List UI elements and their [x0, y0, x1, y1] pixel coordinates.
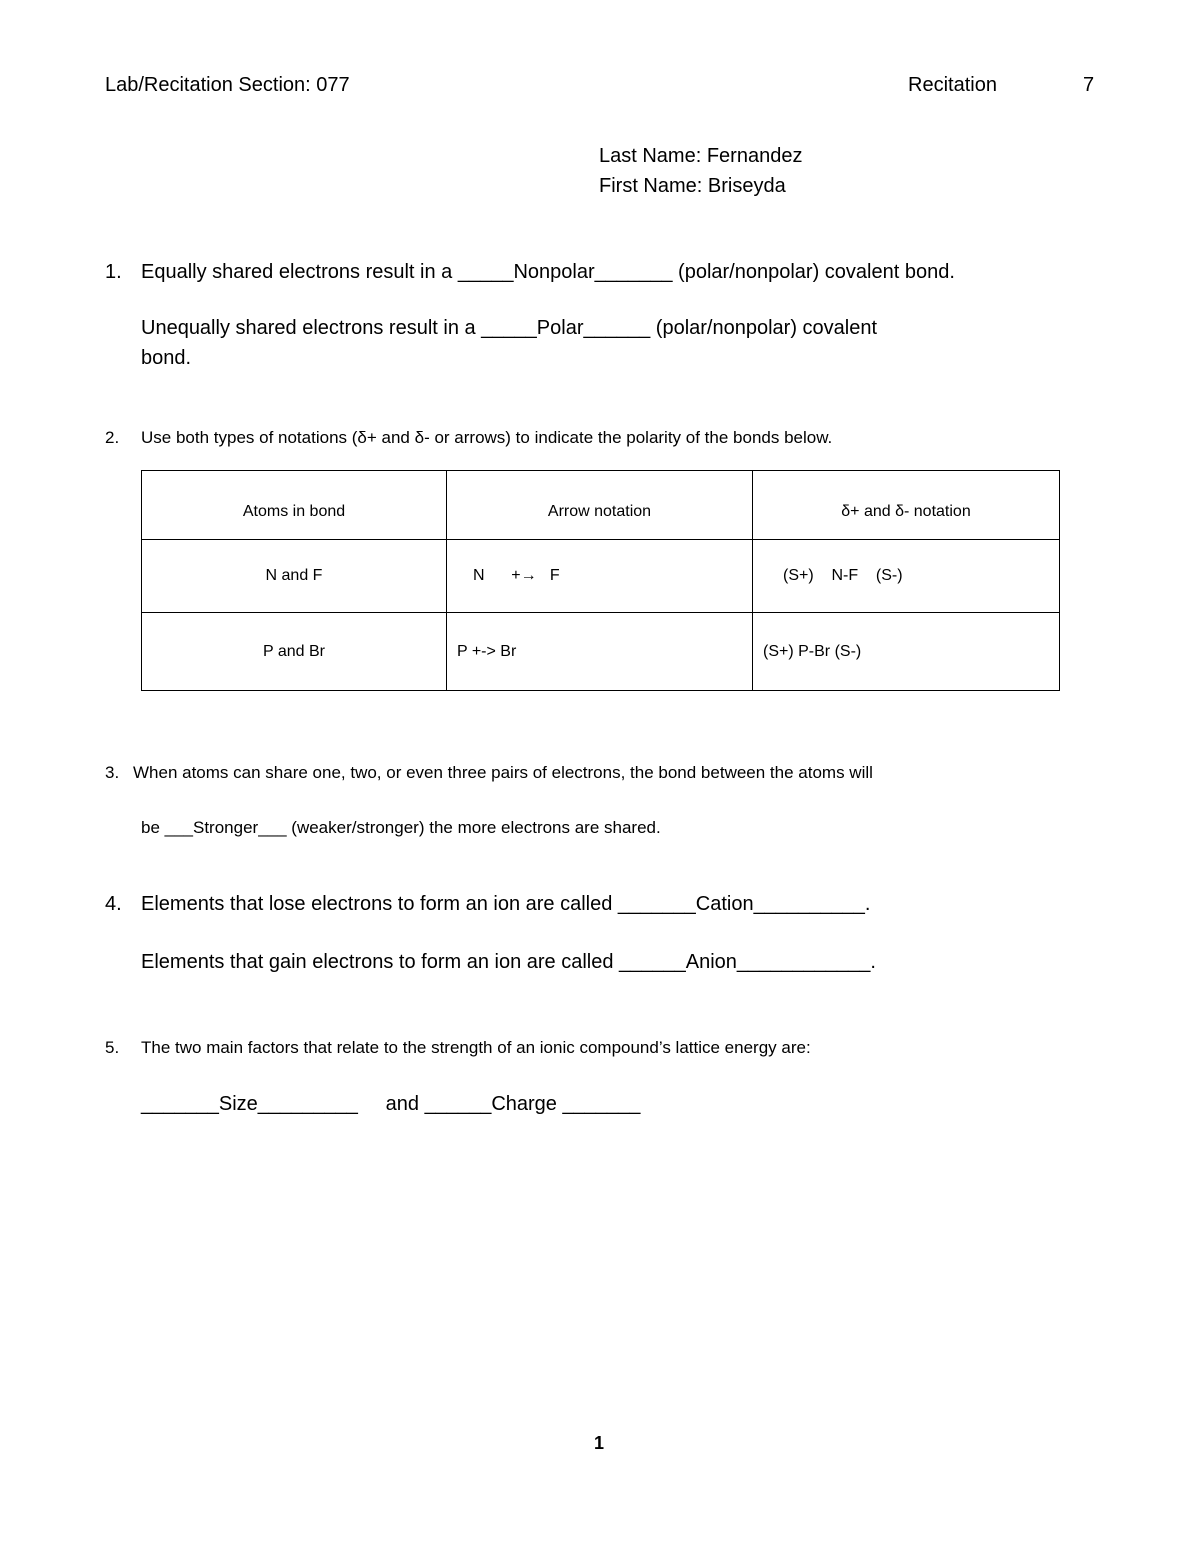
- recitation-label: Recitation: [908, 74, 997, 96]
- q5-number: 5.: [105, 1038, 120, 1057]
- q3-line2: be ___Stronger___ (weaker/stronger) the more electrons are shared.: [141, 818, 661, 837]
- q4-line2: Elements that gain electrons to form an ion are called ______Anion____________.: [141, 951, 876, 973]
- table-cell: N and F: [142, 540, 447, 613]
- q4-number: 4.: [105, 893, 122, 915]
- table-cell: N +→ F: [447, 540, 753, 613]
- table-header-cell: δ+ and δ- notation: [753, 471, 1060, 540]
- table-cell: P and Br: [142, 613, 447, 691]
- q1-line2: Unequally shared electrons result in a _____Polar______ (polar/nonpolar) covalent: [141, 317, 878, 339]
- table-header-row: [142, 471, 1060, 540]
- table-cell: (S+) P-Br (S-): [753, 613, 1060, 691]
- table-cell: (S+) N-F (S-): [753, 540, 1060, 613]
- first-name: First Name: Briseyda: [599, 175, 786, 197]
- q5-line1: The two main factors that relate to the strength of an ionic compound’s lattice energy are:: [141, 1038, 811, 1057]
- q3-line1: When atoms can share one, two, or even three pairs of electrons, the bond between the atoms will: [133, 763, 873, 782]
- table-row: [142, 613, 1060, 691]
- table-row: [142, 540, 1060, 613]
- q1-number: 1.: [105, 261, 122, 283]
- page-number: 1: [594, 1433, 605, 1453]
- q5-line2: _______Size_________ and ______Charge _______: [141, 1093, 641, 1115]
- table-header-cell: Atoms in bond: [142, 471, 447, 540]
- bond-polarity-table: [141, 470, 1060, 691]
- q1-line3: bond.: [141, 347, 192, 369]
- recitation-number: 7: [1083, 74, 1095, 96]
- table-header-cell: Arrow notation: [447, 471, 753, 540]
- last-name: Last Name: Fernandez: [599, 145, 803, 167]
- q2-number: 2.: [105, 428, 120, 447]
- table-cell: P +-> Br: [447, 613, 753, 691]
- q4-line1: Elements that lose electrons to form an ion are called _______Cation__________.: [141, 893, 871, 915]
- q3-number: 3.: [105, 763, 120, 782]
- q2-text: Use both types of notations (δ+ and δ- or arrows) to indicate the polarity of the bonds below.: [141, 428, 833, 447]
- section-label: Lab/Recitation Section: 077: [105, 74, 350, 96]
- q1-line1: Equally shared electrons result in a _____Nonpolar_______ (polar/nonpolar) covalent bond.: [141, 261, 955, 283]
